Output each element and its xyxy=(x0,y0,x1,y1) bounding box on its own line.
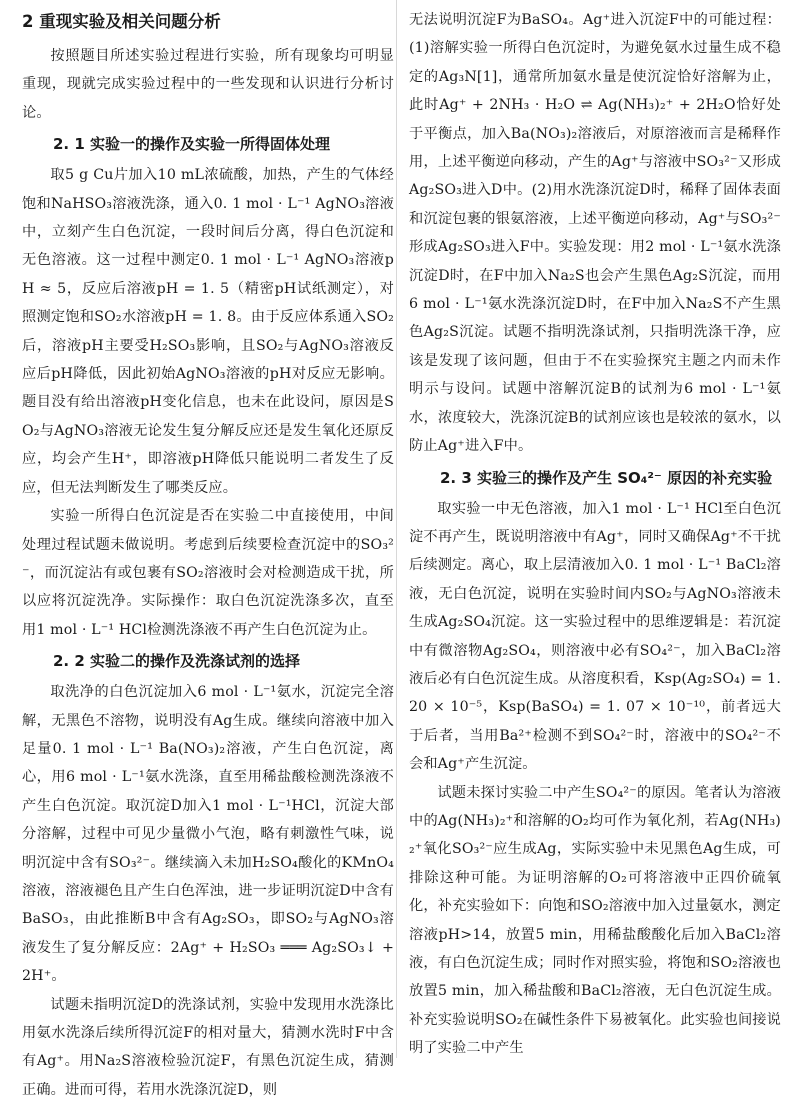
paragraph-2-3-a: 取实验一中无色溶液，加入1 mol · L⁻¹ HCl至白色沉淀不再产生，既说明溶液中有Ag⁺，同时又确保Ag⁺不干扰后续测定。离心，取上层清液加入0. 1 mol · L⁻¹ BaCl₂溶液，无白色沉淀，说明在实验时间内SO₂与AgNO₃溶液未生成Ag₂SO₄沉淀。这一实验过程中的思维逻辑是：若沉淀中有微溶物Ag₂SO₄，则溶液中必有SO₄²⁻，加入BaCl₂溶液后必有白色沉淀生成。从溶度积看，Ksp(Ag₂SO₄) = 1. 20 × 10⁻⁵，Ksp(BaSO₄) = 1. 07 × 10⁻¹⁰，前者远大于后者，当用Ba²⁺检测不到SO₄²⁻时，溶液中的SO₄²⁻不会和Ag⁺产生沉淀。 xyxy=(409,500,781,773)
subsection-2-1-heading: 2. 1 实验一的操作及实验一所得固体处理 xyxy=(53,135,331,154)
paragraph-2-2-continued: 无法说明沉淀F为BaSO₄。Ag⁺进入沉淀F中的可能过程：(1)溶解实验一所得白色沉淀时，为避免氨水过量生成不稳定的Ag₃N[1]，通常所加氨水量是使沉淀恰好溶解为止，此时Ag⁺ + 2NH₃ · H₂O ⇌ Ag(NH₃)₂⁺ + 2H₂O恰好处于平衡点，加入Ba(NO₃)₂溶液后，对原溶液而言是稀释作用，上述平衡逆向移动，产生的Ag⁺与溶液中SO₃²⁻又形成Ag₂SO₃进入D中。(2)用水洗涤沉淀D时，稀释了固体表面和沉淀包裹的银氨溶液，上述平衡逆向移动，Ag⁺与SO₃²⁻形成Ag₂SO₃进入F中。实验发现：用2 mol · L⁻¹氨水洗涤沉淀D时，在F中加入Na₂S也会产生黑色Ag₂S沉淀，而用6 mol · L⁻¹氨水洗涤沉淀D时，在F中加入Na₂S不产生黑色Ag₂S沉淀。试题不指明洗涤试剂，只指明洗涤干净，应该是发现了该问题，但由于不在实验探究主题之内而未作明示与设问。试题中溶解沉淀B的试剂为6 mol · L⁻¹氨水，浓度较大，洗涤沉淀B的试剂应该也是较浓的氨水，以防止Ag⁺进入F中。 xyxy=(409,12,781,455)
intro-paragraph: 按照题目所述实验过程进行实验，所有现象均可明显重现，现就完成实验过程中的一些发现和认识进行分析讨论。 xyxy=(22,48,394,121)
subsection-2-2-heading: 2. 2 实验二的操作及洗涤试剂的选择 xyxy=(53,652,301,671)
section-heading: 2 重现实验及相关问题分析 xyxy=(22,12,221,31)
paragraph-2-1-b: 实验一所得白色沉淀是否在实验二中直接使用，中间处理过程试题未做说明。考虑到后续要检查沉淀中的SO₃²⁻，而沉淀沾有或包裹有SO₂溶液时会对检测造成干扰，所以应将沉淀洗净。实际操作：取白色沉淀洗涤多次，直至用1 mol · L⁻¹ HCl检测洗涤液不再产生白色沉淀为止。 xyxy=(22,508,394,638)
column-divider xyxy=(396,0,397,1058)
paragraph-2-2-b: 试题未指明沉淀D的洗涤试剂，实验中发现用水洗涤比用氨水洗涤后续所得沉淀F的相对量大，猜测水洗时F中含有Ag⁺。用Na₂S溶液检验沉淀F，有黑色沉淀生成，猜测正确。进而可得，若用水洗涤沉淀D，则 xyxy=(22,996,394,1098)
subsection-2-3-heading: 2. 3 实验三的操作及产生 SO₄²⁻ 原因的补充实验 xyxy=(440,468,773,487)
left-column xyxy=(22,6,394,1104)
paragraph-2-2-a: 取洗净的白色沉淀加入6 mol · L⁻¹氨水，沉淀完全溶解，无黑色不溶物，说明没有Ag生成。继续向溶液中加入足量0. 1 mol · L⁻¹ Ba(NO₃)₂溶液，产生白色沉淀，离心，用6 mol · L⁻¹氨水洗涤，直至用稀盐酸检测洗涤液不产生白色沉淀。取沉淀D加入1 mol · L⁻¹HCl，沉淀大部分溶解，过程中可见少量微小气泡，略有刺激性气味，说明沉淀中含有SO₃²⁻。继续滴入未加H₂SO₄酸化的KMnO₄溶液，溶液褪色且产生白色浑浊，进一步证明沉淀D中含有BaSO₃，由此推断B中含有Ag₂SO₃，即SO₂与AgNO₃溶液发生了复分解反应：2Ag⁺ + H₂SO₃ ═══ Ag₂SO₃↓ + 2H⁺。 xyxy=(22,684,394,985)
paragraph-2-1-a: 取5 g Cu片加入10 mL浓硫酸，加热，产生的气体经饱和NaHSO₃溶液洗涤，通入0. 1 mol · L⁻¹ AgNO₃溶液中，立刻产生白色沉淀，一段时间后分离，得白色沉淀和无色溶液。这一过程中测定0. 1 mol · L⁻¹ AgNO₃溶液pH ≈ 5，反应后溶液pH = 1. 5（精密pH试纸测定），对照测定饱和SO₂水溶液pH = 1. 8。由于反应体系通入SO₂后，溶液pH主要受H₂SO₃影响，且SO₂与AgNO₃溶液反应后pH降低，因此初始AgNO₃溶液的pH对反应无影响。题目没有给出溶液pH变化信息，也未在此设问，原因是SO₂与AgNO₃溶液无论发生复分解反应还是发生氧化还原反应，均会产生H⁺，即溶液pH降低只能说明二者发生了反应，但无法判断发生了哪类反应。 xyxy=(22,167,394,496)
right-column xyxy=(409,6,781,1063)
paragraph-2-3-b: 试题未探讨实验二中产生SO₄²⁻的原因。笔者认为溶液中的Ag(NH₃)₂⁺和溶解的O₂均可作为氧化剂，若Ag(NH₃)₂⁺氧化SO₃²⁻应生成Ag，实际实验中未见黑色Ag生成，可排除这种可能。为证明溶解的O₂可将溶液中正四价硫氧化，补充实验如下：向饱和SO₂溶液中加入过量氨水，测定溶液pH>14，放置5 min，用稀盐酸酸化后加入BaCl₂溶液，有白色沉淀生成；同时作对照实验，将饱和SO₂溶液也放置5 min，加入稀盐酸和BaCl₂溶液，无白色沉淀生成。补充实验说明SO₂在碱性条件下易被氧化。此实验也间接说明了实验二中产生 xyxy=(409,784,781,1057)
